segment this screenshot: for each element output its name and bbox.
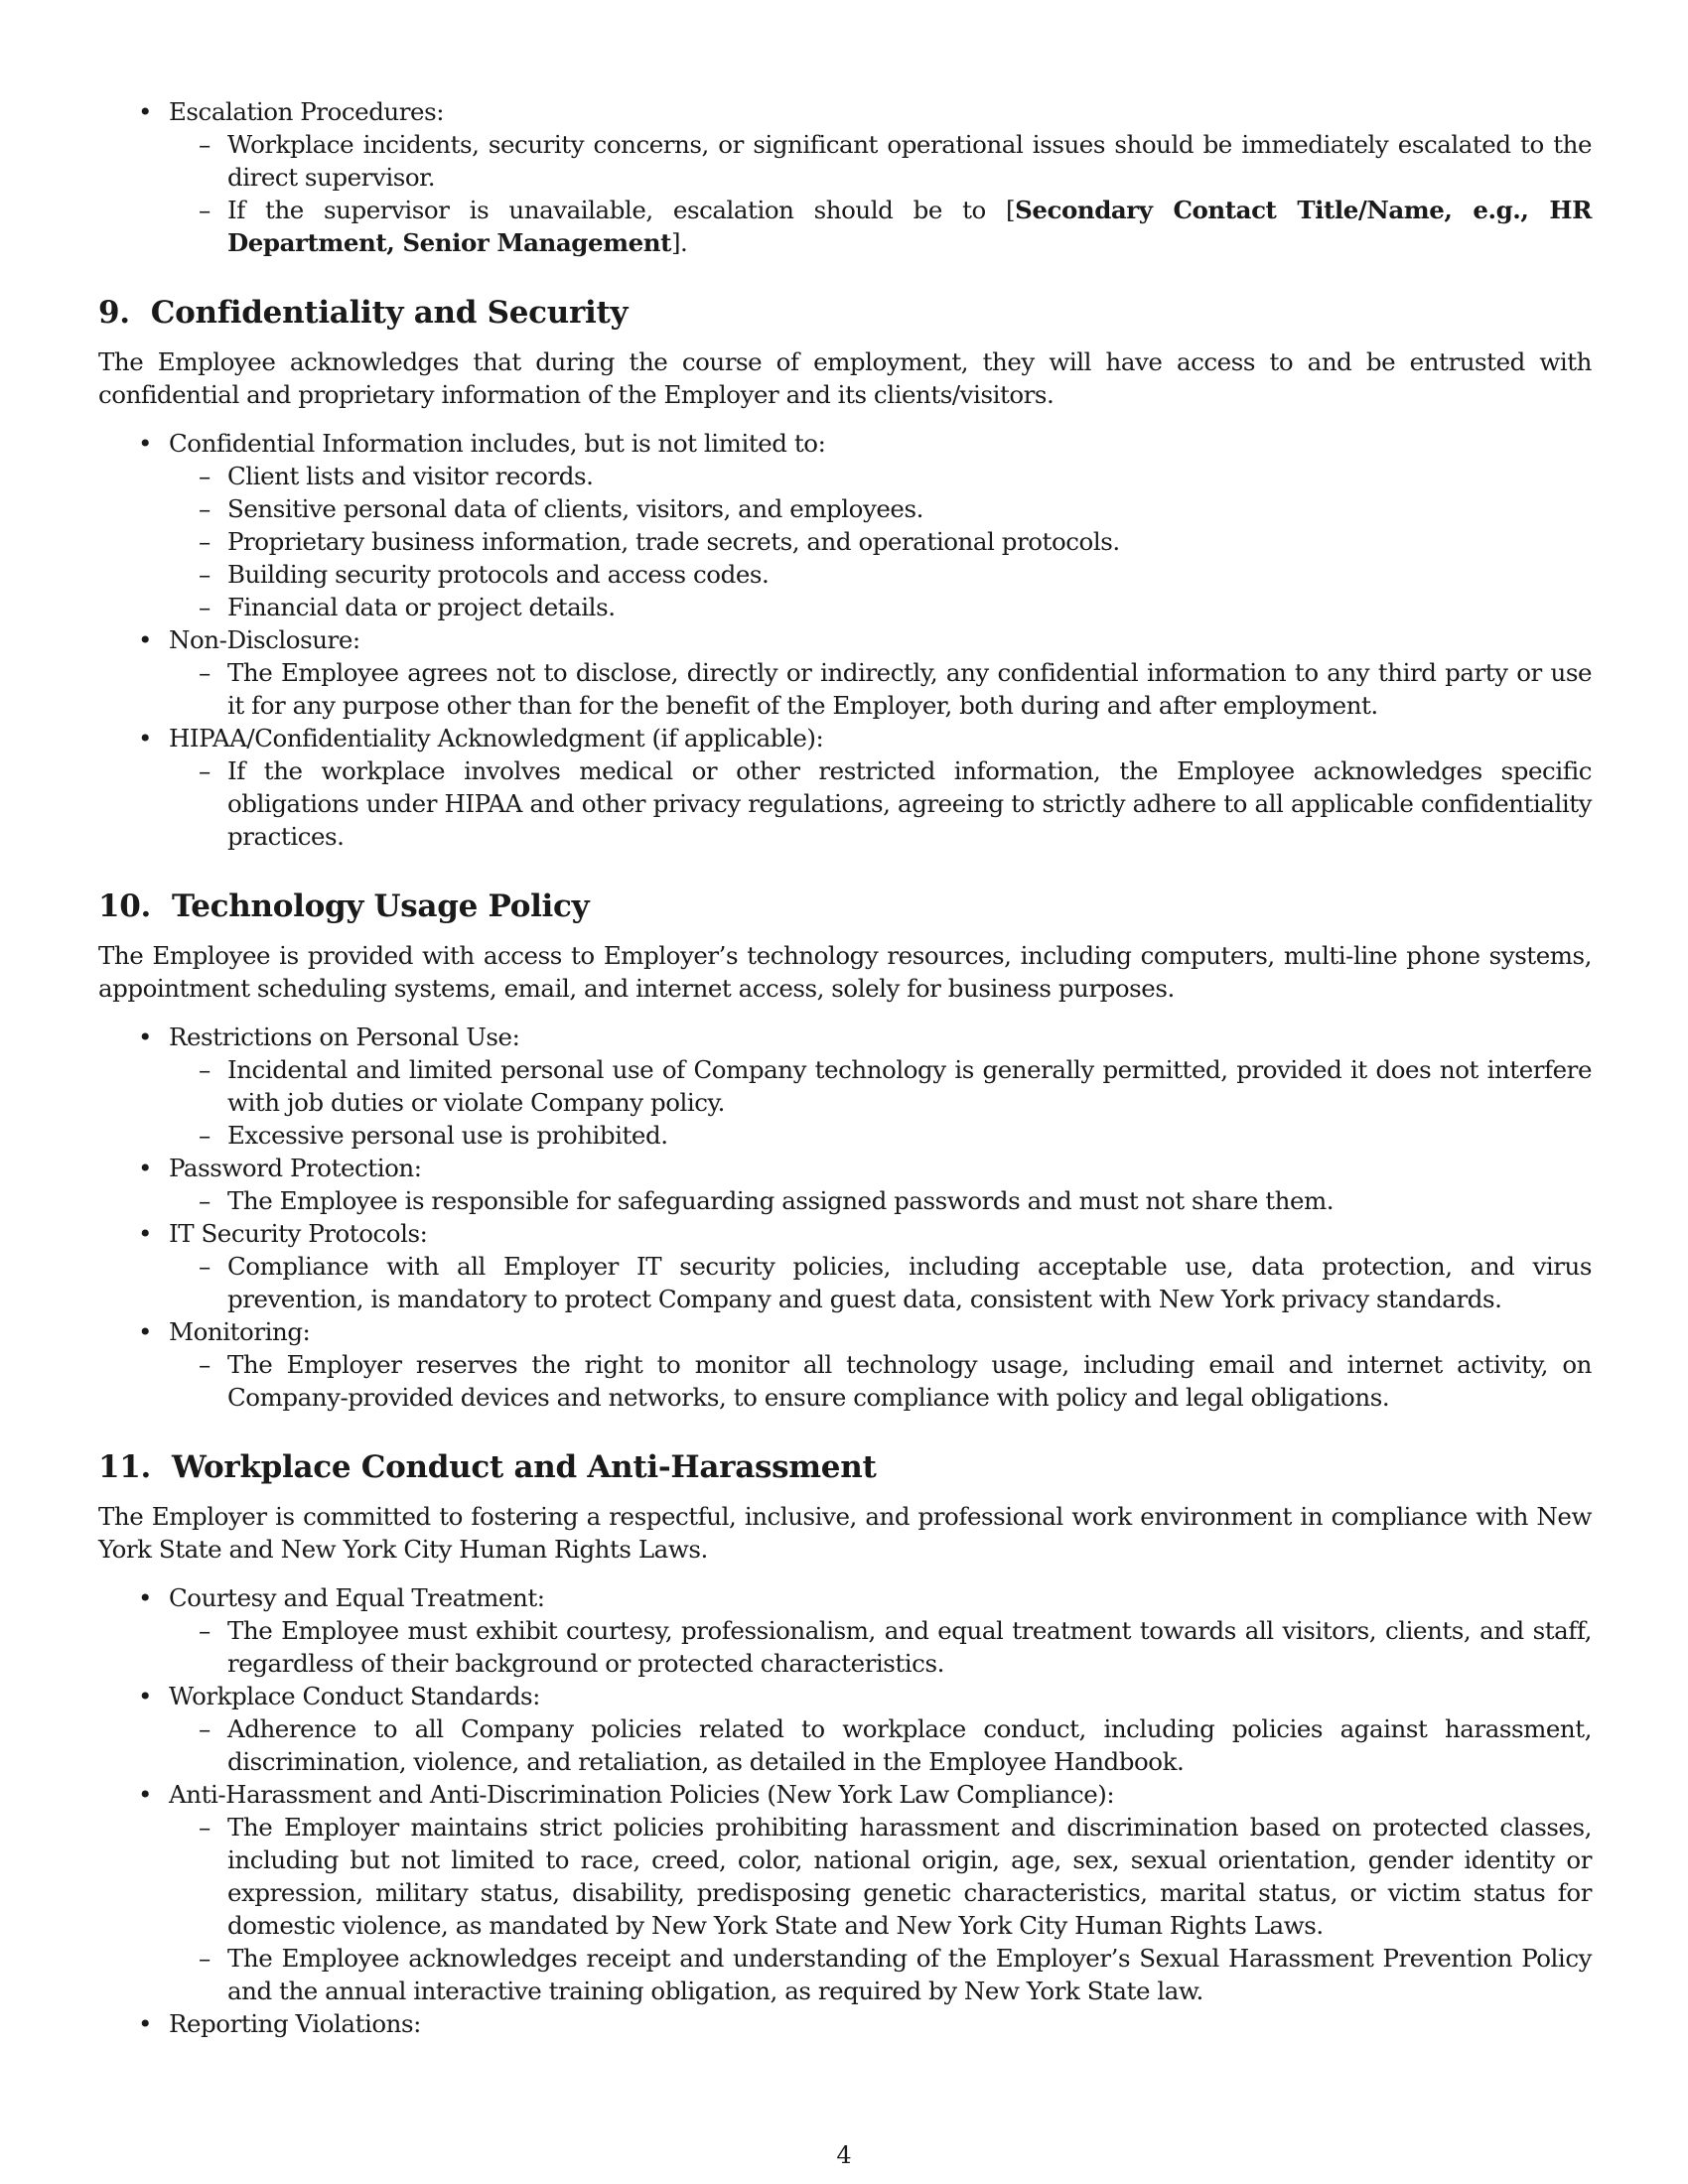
sub-list-item: – If the supervisor is unavailable, escalation should be to [Secondary Contact Title/Name, e.g., HR Department, Senior Management]. bbox=[169, 194, 1592, 259]
section-intro: The Employee is provided with access to Employer’s technology resources, including computers, multi-line phone systems, appointment scheduling systems, email, and internet access, solely for business purposes. bbox=[98, 941, 1592, 1003]
page-number: 4 bbox=[836, 2141, 852, 2169]
sub-list-item: – The Employee agrees not to disclose, directly or indirectly, any confidential information to any third party or use it for any purpose other than for the benefit of the Employer, both during and after employment. bbox=[169, 656, 1592, 722]
bullet-list bbox=[98, 427, 1592, 853]
sub-list-item: – Financial data or project details. bbox=[169, 591, 1592, 623]
bullet-label: Escalation Procedures: bbox=[169, 97, 444, 126]
list-item bbox=[98, 722, 1592, 853]
list-item bbox=[98, 1315, 1592, 1414]
sub-list bbox=[169, 1053, 1592, 1152]
list-item bbox=[98, 95, 1592, 259]
list-item bbox=[98, 1581, 1592, 1680]
sub-list-item: – Building security protocols and access codes. bbox=[169, 558, 1592, 591]
bullet-label: Non-Disclosure: bbox=[169, 625, 360, 654]
bullet-label: Monitoring: bbox=[169, 1317, 311, 1346]
section-intro: The Employee acknowledges that during the course of employment, they will have access to and be entrusted with confidential and proprietary information of the Employer and its clients/visitors. bbox=[98, 347, 1592, 409]
sub-list-item: – Compliance with all Employer IT security policies, including acceptable use, data protection, and virus prevention, is mandatory to protect Company and guest data, consistent with New York privacy standards. bbox=[169, 1250, 1592, 1315]
bullet-label: Anti-Harassment and Anti-Discrimination Policies (New York Law Compliance): bbox=[169, 1780, 1115, 1809]
list-item bbox=[98, 1152, 1592, 1217]
sub-list-item: – Workplace incidents, security concerns, or significant operational issues should be immediately escalated to the direct supervisor. bbox=[169, 128, 1592, 194]
sub-list bbox=[169, 1250, 1592, 1315]
bullet-label: Confidential Information includes, but is not limited to: bbox=[169, 429, 826, 458]
bullet-label: Workplace Conduct Standards: bbox=[169, 1682, 540, 1710]
sub-list bbox=[169, 128, 1592, 259]
section-heading: 10. Technology Usage Policy bbox=[98, 888, 590, 924]
sub-list bbox=[169, 1348, 1592, 1414]
placeholder-text: Secondary Contact Title/Name, e.g., HR Department, Senior Management bbox=[227, 196, 1592, 257]
bullet-label: Reporting Violations: bbox=[169, 2009, 421, 2038]
section-heading: 11. Workplace Conduct and Anti-Harassment bbox=[98, 1449, 877, 1485]
bullet-label: Restrictions on Personal Use: bbox=[169, 1023, 520, 1051]
bullet-label: Courtesy and Equal Treatment: bbox=[169, 1583, 545, 1612]
sub-list-item: – The Employee acknowledges receipt and understanding of the Employer’s Sexual Harassment Prevention Policy and the annual interactive training obligation, as required by New York State law. bbox=[169, 1942, 1592, 2007]
sub-list bbox=[169, 1811, 1592, 2007]
sub-list-item: – Client lists and visitor records. bbox=[169, 460, 1592, 492]
list-item bbox=[98, 1021, 1592, 1152]
bullet-label: HIPAA/Confidentiality Acknowledgment (if applicable): bbox=[169, 724, 824, 752]
sub-list-item: – Incidental and limited personal use of Company technology is generally permitted, provided it does not interfere with job duties or violate Company policy. bbox=[169, 1053, 1592, 1119]
sub-list-item: – The Employee is responsible for safeguarding assigned passwords and must not share them. bbox=[169, 1184, 1592, 1217]
bullet-list bbox=[98, 1021, 1592, 1414]
sub-list-item: – Adherence to all Company policies related to workplace conduct, including policies against harassment, discrimination, violence, and retaliation, as detailed in the Employee Handbook. bbox=[169, 1712, 1592, 1778]
section-intro: The Employer is committed to fostering a respectful, inclusive, and professional work environment in compliance with New York State and New York City Human Rights Laws. bbox=[98, 1502, 1592, 1564]
escalation-list bbox=[98, 95, 1592, 259]
sub-list-item: – Proprietary business information, trade secrets, and operational protocols. bbox=[169, 525, 1592, 558]
sub-list-item: – Sensitive personal data of clients, visitors, and employees. bbox=[169, 492, 1592, 525]
sub-list bbox=[169, 1712, 1592, 1778]
sub-list-item: – The Employee must exhibit courtesy, professionalism, and equal treatment towards all visitors, clients, and staff, regardless of their background or protected characteristics. bbox=[169, 1614, 1592, 1680]
list-item bbox=[98, 623, 1592, 722]
list-item bbox=[98, 1778, 1592, 2007]
sub-list bbox=[169, 1614, 1592, 1680]
list-item bbox=[98, 1217, 1592, 1315]
bullet-label: IT Security Protocols: bbox=[169, 1219, 428, 1248]
bullet-label: Password Protection: bbox=[169, 1154, 422, 1182]
list-item bbox=[98, 427, 1592, 623]
sub-list-item: – The Employer reserves the right to monitor all technology usage, including email and internet activity, on Company-provided devices and networks, to ensure compliance with policy and legal obligations. bbox=[169, 1348, 1592, 1414]
sub-list-item: – Excessive personal use is prohibited. bbox=[169, 1119, 1592, 1152]
sub-list bbox=[169, 1184, 1592, 1217]
section-heading: 9. Confidentiality and Security bbox=[98, 295, 629, 331]
bullet-list bbox=[98, 1581, 1592, 2040]
sub-list bbox=[169, 754, 1592, 853]
sub-list-item: – If the workplace involves medical or other restricted information, the Employee acknowledges specific obligations under HIPAA and other privacy regulations, agreeing to strictly adhere to all applicable confidentiality practices. bbox=[169, 754, 1592, 853]
list-item bbox=[98, 1680, 1592, 1778]
sub-list bbox=[169, 460, 1592, 623]
sub-list bbox=[169, 656, 1592, 722]
list-item bbox=[98, 2007, 1592, 2040]
document-page bbox=[98, 95, 1592, 2040]
sub-list-item: – The Employer maintains strict policies prohibiting harassment and discrimination based on protected classes, including but not limited to race, creed, color, national origin, age, sex, sexual orientation, gender identity or expression, military status, disability, predisposing genetic characteristics, marital status, or victim status for domestic violence, as mandated by New York State and New York City Human Rights Laws. bbox=[169, 1811, 1592, 1942]
